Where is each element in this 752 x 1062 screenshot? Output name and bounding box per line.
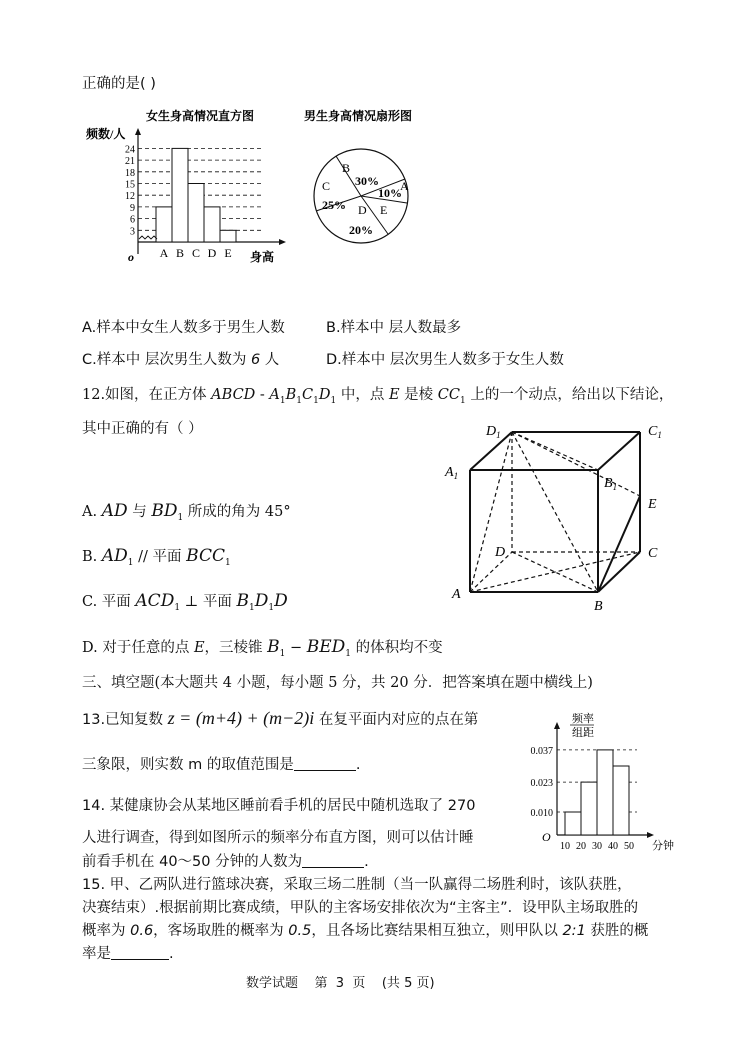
q15-l4-text: 率是: [82, 946, 111, 962]
sub-1: 1: [313, 395, 319, 406]
female-bar-B: [172, 148, 188, 242]
q12-option-d: [82, 636, 443, 659]
q12-l1-d: A: [269, 387, 280, 403]
q12-c-4: B: [236, 591, 250, 611]
female-ytick-label: 15: [125, 179, 135, 191]
female-category-label: A: [159, 246, 169, 260]
q15-l3-f: 2:1: [562, 923, 586, 939]
q15-line1: 15. 甲、乙两队进行篮球决赛，采取三场二胜制（当一队赢得二场胜利时，该队获胜，: [82, 877, 632, 893]
q13-l2-end: .: [355, 757, 361, 773]
q12-l1-f: C: [302, 387, 314, 403]
female-xlabel: 身高: [250, 250, 275, 264]
sub-1: 1: [279, 648, 286, 659]
sub-1: 1: [174, 602, 181, 613]
q12-b-2: AD: [101, 546, 128, 566]
q14-l3-end: .: [364, 854, 369, 870]
sub-1: 1: [249, 602, 255, 613]
q11-option-b: B.样本中 层人数最多: [326, 320, 462, 336]
freq-xtick-label: 20: [576, 841, 586, 852]
freq-ytick-label: 0.023: [530, 778, 553, 790]
female-bar-C: [188, 184, 204, 243]
q12-c-2: ACD: [135, 591, 175, 611]
q13-line1: [82, 708, 478, 729]
female-ytick-label: 18: [125, 167, 135, 179]
sub-1: 1: [296, 395, 303, 406]
segment-bd1: [512, 432, 598, 592]
q11-option-a: A.样本中女生人数多于男生人数: [82, 320, 285, 336]
q13-formula: z = (m+4) + (m−2)i: [167, 708, 315, 728]
q12-l1-c: -: [255, 387, 270, 403]
q15-line3: [82, 919, 648, 940]
female-ytick-label: 21: [125, 156, 135, 168]
label-a1: $A_1$: [445, 465, 459, 481]
female-category-label: B: [175, 246, 185, 260]
freq-ytick-label: 0.010: [530, 808, 553, 819]
q12-b-1: B.: [82, 549, 102, 565]
q15-l3-a: 概率为: [82, 923, 131, 939]
female-origin: o: [128, 250, 134, 264]
q12-d-2: E: [193, 640, 205, 656]
sub-1: 1: [268, 602, 275, 613]
page-footer: 数学试题 第 3 页 (共 5 页): [246, 976, 435, 991]
edge-b1c1: [598, 432, 640, 470]
freq-xtick-label: 40: [608, 841, 618, 852]
q12-l1-a: 12.如图，在正方体: [82, 387, 212, 403]
q12-l1-i: E: [388, 387, 400, 403]
q12-option-c: [82, 590, 288, 613]
female-bar-D: [204, 207, 220, 242]
freq-xtick-label: 30: [592, 841, 602, 852]
freq-bar: [565, 812, 581, 835]
cube-diagram: [440, 414, 670, 614]
q15-l4-end: .: [169, 946, 174, 962]
sub-1: 1: [345, 648, 352, 659]
pie-label-b: B: [342, 161, 351, 175]
q12-c-6: D: [274, 591, 288, 611]
q12-a-1: A.: [82, 504, 102, 520]
q12-l1-l: 上的一个动点，给出以下结论，: [465, 387, 674, 403]
freq-bar: [581, 782, 597, 835]
q14-l3-text: 前看手机在 40～50 分钟的人数为: [82, 854, 303, 870]
label-d: D: [495, 545, 506, 560]
q15-answer-blank[interactable]: [111, 945, 169, 960]
freq-bar: [597, 750, 613, 835]
q12-d-3: ，三棱锥: [204, 640, 268, 656]
q11-option-c-text: C.样本中 层次男生人数为: [82, 352, 247, 368]
frequency-histogram: [512, 710, 682, 858]
q11-option-c-num: 6: [250, 352, 261, 368]
sub-1: 1: [459, 395, 466, 406]
female-category-label: D: [207, 246, 217, 260]
pie-pct-d: 20%: [349, 223, 373, 237]
q15-l3-c: ，客场取胜的概率为: [153, 923, 289, 939]
sub-1: 1: [224, 557, 231, 568]
q12-d-6: BED: [306, 637, 346, 657]
q12-b-3: // 平面: [133, 549, 187, 565]
female-y-arrow: [135, 128, 141, 135]
female-ytick-label: 12: [125, 191, 135, 203]
axis-break-mark: [139, 236, 157, 239]
female-histogram-ylabel: 频数/人: [86, 127, 126, 141]
female-bar-E: [220, 230, 236, 242]
segment-be: [598, 496, 640, 592]
q12-d-5: −: [285, 640, 307, 656]
q12-stem-line2: 其中正确的有（ ）: [82, 421, 203, 437]
female-ytick-label: 24: [125, 144, 135, 156]
female-ytick-label: 3: [130, 226, 135, 238]
q12-d-1: D. 对于任意的点: [82, 640, 194, 656]
q13-answer-blank[interactable]: [294, 756, 356, 771]
freq-ylabel-bottom: 组距: [572, 727, 594, 739]
q12-l1-g: D: [318, 387, 331, 403]
label-b1: $B_1$: [604, 476, 618, 492]
sub-1: 1: [279, 395, 286, 406]
segment-ad1: [470, 432, 512, 592]
sub-1: 1: [330, 395, 337, 406]
q12-b-4: BCC: [186, 546, 225, 566]
q12-d-4: B: [267, 637, 280, 657]
pie-pct-c: 25%: [322, 198, 346, 212]
q12-c-3: ⊥ 平面: [180, 594, 237, 610]
pie-label-c: C: [322, 179, 331, 193]
q12-l1-e: B: [285, 387, 297, 403]
pie-pct-b: 30%: [355, 174, 379, 188]
edge-ad-hidden: [470, 552, 512, 592]
q12-a-2: AD: [101, 501, 128, 521]
q11-option-c-unit: 人: [264, 352, 280, 368]
q15-l3-b: 0.6: [130, 923, 154, 939]
q11-option-d: D.样本中 层次男生人数多于女生人数: [326, 352, 564, 368]
label-c1: $C_1$: [648, 424, 662, 440]
q13-l2-text: 三象限，则实数 m 的取值范围是: [82, 757, 294, 773]
freq-xtick-label: 50: [624, 841, 634, 852]
q14-line3: [82, 850, 369, 871]
q12-a-5: 所成的角为 45°: [183, 504, 291, 520]
q14-answer-blank[interactable]: [302, 853, 364, 868]
female-category-label: E: [224, 246, 232, 260]
female-ytick-label: 9: [130, 202, 135, 214]
female-ytick-label: 6: [130, 214, 135, 226]
sub-1: 1: [177, 512, 184, 523]
q12-stem-line1: [82, 383, 673, 406]
q15-l3-g: 获胜的概: [585, 923, 649, 939]
sub-1: 1: [127, 557, 134, 568]
q12-l1-j: 是棱: [399, 387, 438, 403]
female-histogram-title: 女生身高情况直方图: [146, 109, 255, 123]
freq-y-arrow: [554, 722, 560, 729]
female-bar-A: [156, 207, 172, 242]
female-x-arrow: [279, 239, 286, 245]
q15-l3-e: ，且各场比赛结果相互独立，则甲队以: [311, 923, 563, 939]
q15-line4: [82, 942, 174, 963]
q11-option-c: [82, 348, 279, 369]
question-tail: 正确的是( ): [82, 76, 156, 92]
freq-ylabel-top: 频率: [572, 713, 594, 725]
male-pie-title: 男生身高情况扇形图: [304, 109, 413, 123]
label-b: B: [594, 599, 603, 614]
edge-bc: [598, 552, 640, 592]
female-histogram: [84, 104, 294, 274]
label-e: E: [648, 497, 657, 512]
q15-line2: 决赛结束）.根据前期比赛成绩，甲队的主客场安排依次为“主客主”．设甲队主场取胜的: [82, 900, 639, 916]
q12-option-a: [82, 500, 291, 523]
freq-x-arrow: [647, 832, 654, 838]
pie-label-a: A: [400, 179, 409, 193]
q12-l1-h: 中，点: [336, 387, 389, 403]
pie-pct-a: 10%: [378, 186, 402, 200]
q12-option-b: [82, 545, 231, 568]
q12-a-3: 与: [127, 504, 152, 520]
segment-d1e: [512, 432, 640, 496]
q12-a-4: BD: [151, 501, 178, 521]
freq-bar: [613, 766, 629, 835]
pie-label-e: E: [380, 203, 388, 217]
segment-b1d1: [512, 432, 598, 470]
q12-d-7: 的体积均不变: [351, 640, 443, 656]
q13-suffix: 在复平面内对应的点在第: [314, 712, 479, 728]
label-a: A: [452, 587, 461, 602]
q14-line1: 14. 某健康协会从某地区睡前看手机的居民中随机选取了 270: [82, 798, 476, 814]
q12-c-1: C. 平面: [82, 594, 136, 610]
section-3-heading: 三、填空题(本大题共 4 小题，每小题 5 分，共 20 分．把答案填在题中横线上): [82, 675, 593, 691]
q12-l1-k: CC: [437, 387, 460, 403]
q13-prefix: 13.已知复数: [82, 712, 168, 728]
q12-c-5: D: [254, 591, 269, 611]
freq-xtick-label: 10: [560, 841, 570, 852]
female-category-label: C: [191, 246, 201, 260]
male-pie-chart: [300, 104, 430, 254]
freq-ytick-label: 0.037: [530, 745, 553, 757]
q15-l3-d: 0.5: [288, 923, 312, 939]
q14-line2: 人进行调查，得到如图所示的频率分布直方图，则可以估计睡: [82, 830, 474, 846]
freq-xlabel: 分钟: [652, 840, 674, 852]
pie-label-d: D: [358, 203, 367, 217]
q13-line2: [82, 753, 360, 774]
label-d1: $D_1$: [486, 424, 501, 440]
label-c: C: [648, 546, 658, 561]
freq-origin: O: [542, 830, 551, 844]
q12-l1-b: ABCD: [211, 387, 256, 403]
